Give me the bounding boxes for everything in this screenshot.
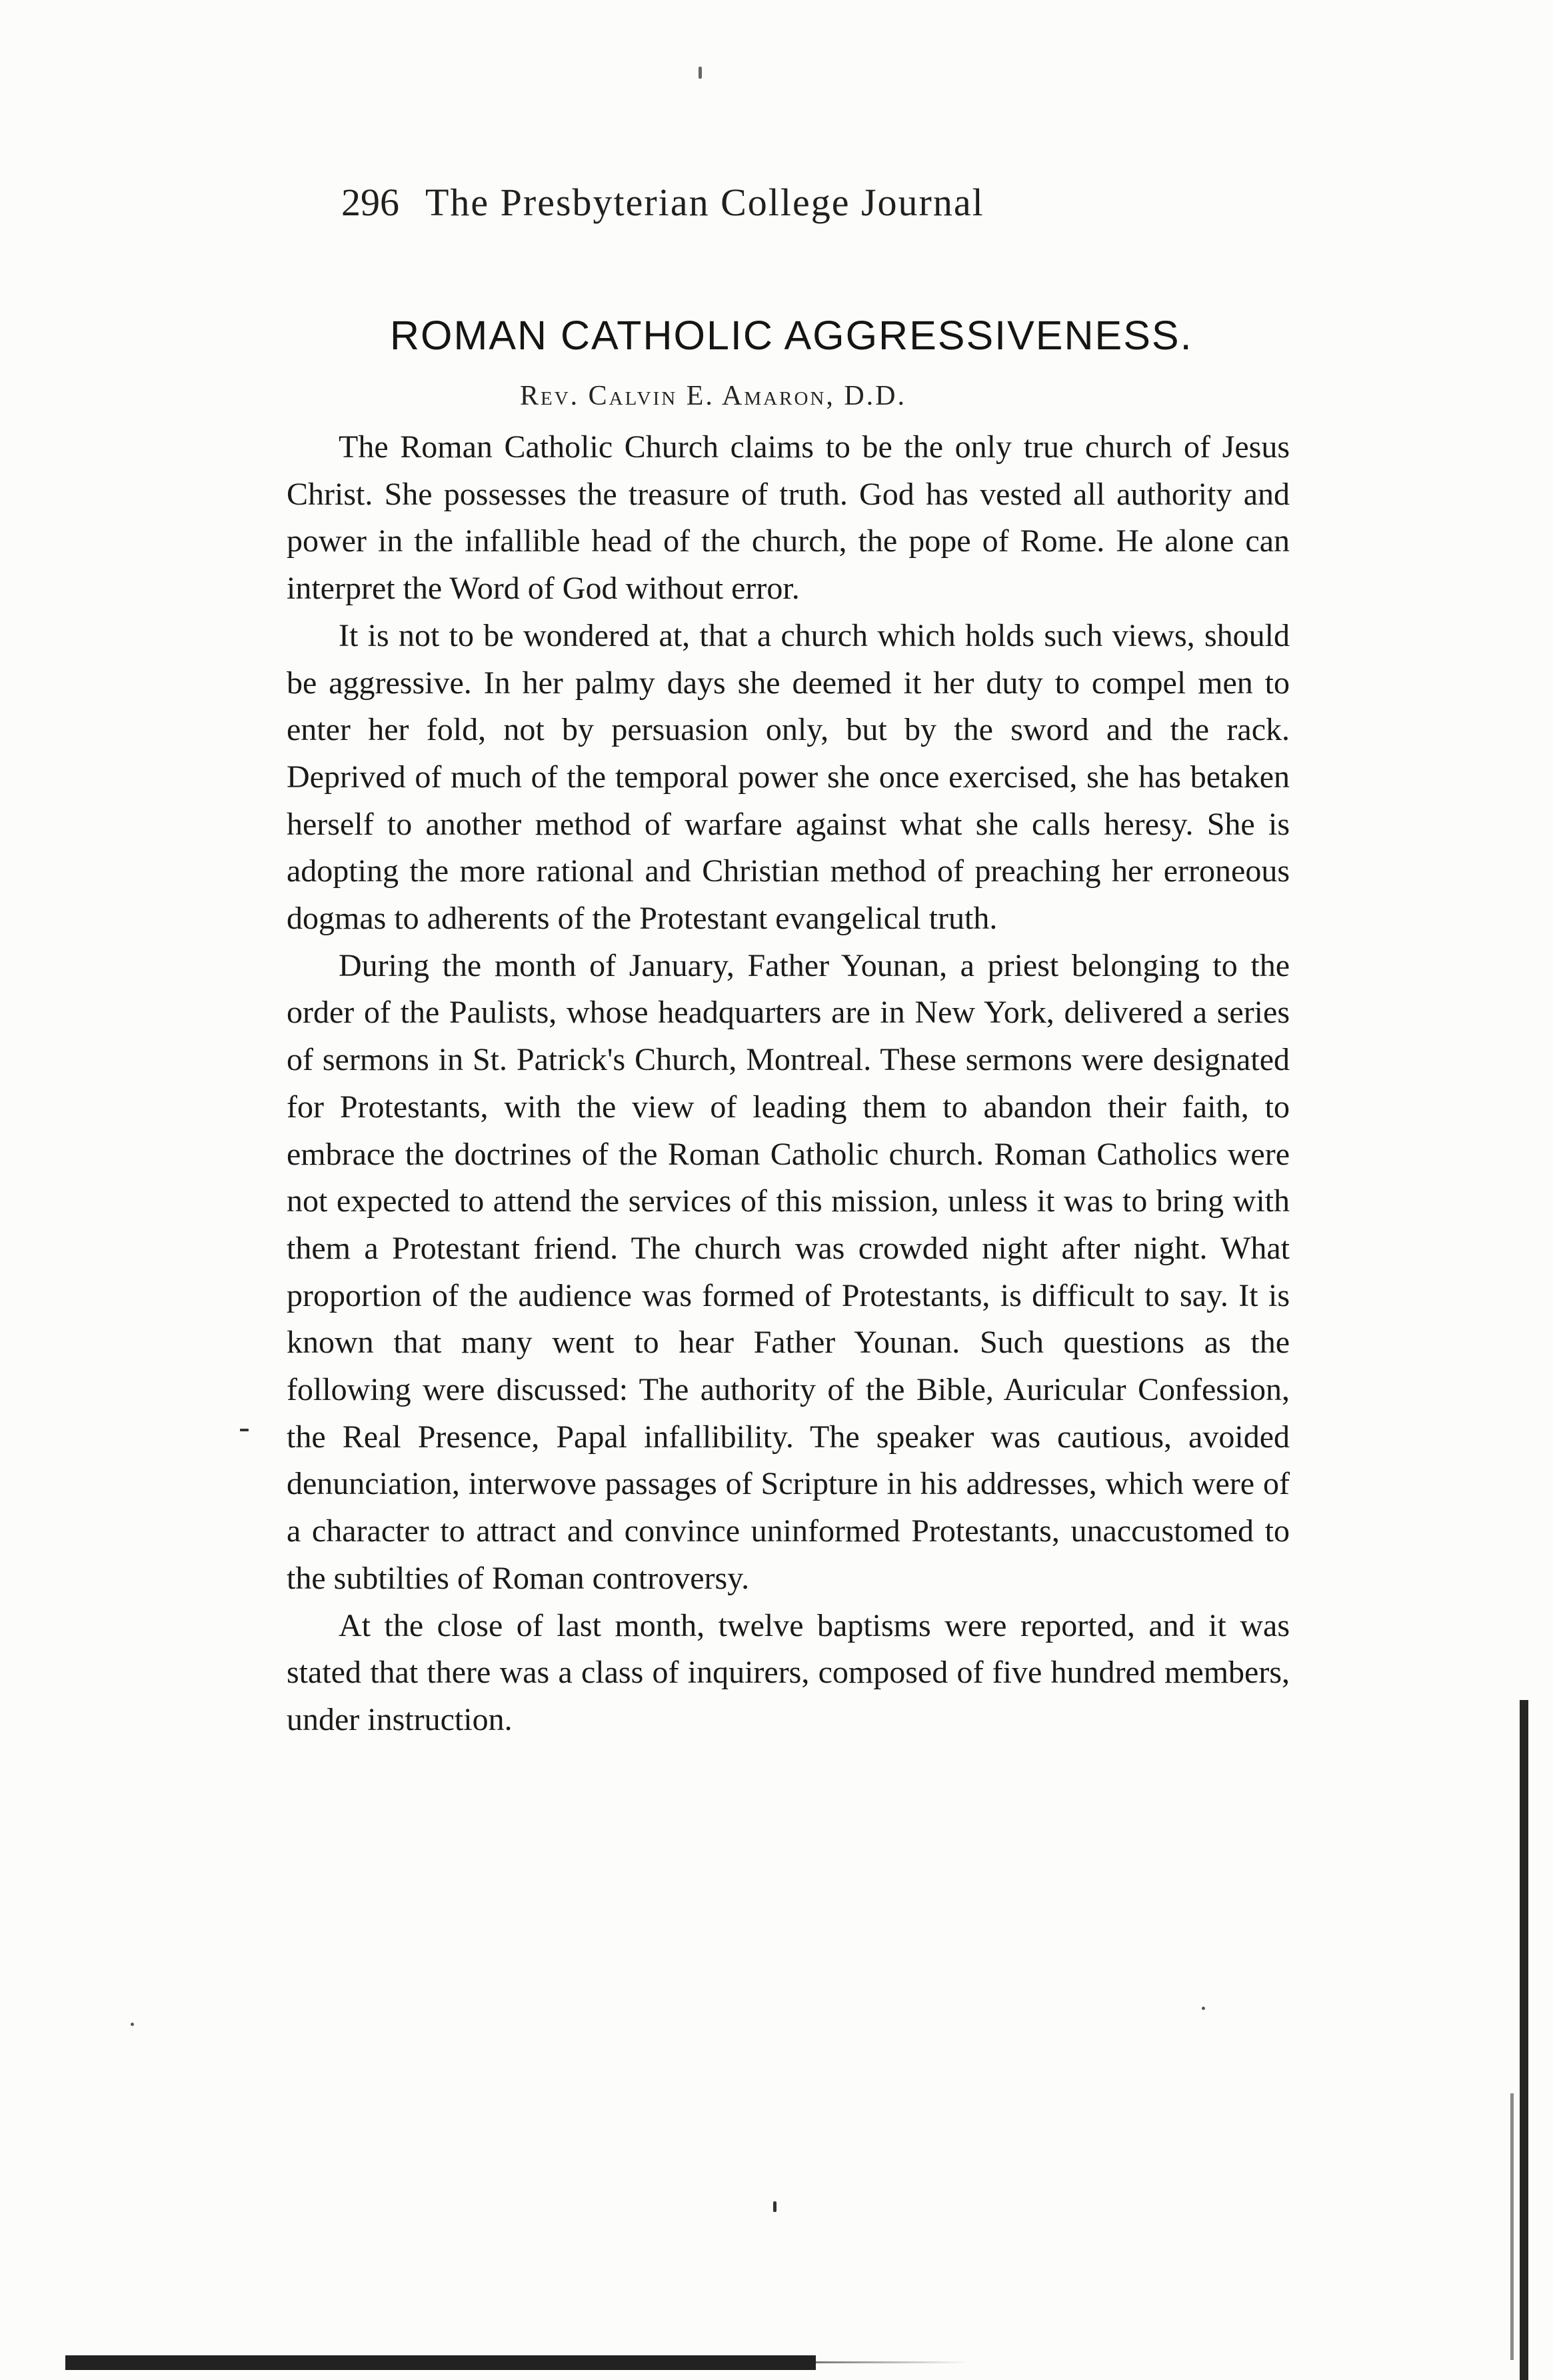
author-byline: Rev. Calvin E. Amaron, D.D. — [520, 381, 907, 411]
running-header — [341, 180, 1408, 240]
page-number: 296 — [341, 181, 399, 224]
scan-speck-margin — [240, 1429, 249, 1431]
article-paragraph-2: It is not to be wondered at, that a church which holds such views, should be aggressive. In her palmy days she deemed it her duty to compel men to enter her fold, not by persuasion only, but by the sword and the rack. Deprived of much of the temporal power she once exercised, she has betaken herself to another method of warfare against what she calls heresy. She is adopting the more rational and Christian method of preaching her erroneous dogmas to adherents of the Protestant evangelical truth. — [287, 617, 1290, 937]
article-body — [287, 424, 1290, 1744]
scan-speck-top — [699, 67, 702, 79]
article-paragraph-1: The Roman Catholic Church claims to be the only true church of Jesus Christ. She possesses the treasure of truth. God has vested all authority and power in the infallible head of the church, the pope of Rome. He alone can interpret the Word of God without error. — [287, 429, 1290, 607]
scan-bottom-edge — [65, 2355, 816, 2370]
scan-right-shadow — [1510, 2093, 1514, 2360]
scan-right-edge — [1520, 1700, 1528, 2380]
scan-speck-left — [131, 2023, 134, 2026]
article-paragraph-4: At the close of last month, twelve baptisms were reported, and it was stated that there was a class of inquirers, composed of five hundred members, under instruction. — [287, 1607, 1290, 1737]
scan-bottom-edge-fade — [816, 2361, 969, 2363]
scan-speck-bottom — [773, 2201, 776, 2212]
article-paragraph-3: During the month of January, Father Younan, a priest belonging to the order of the Paulists, whose headquarters are in New York, delivered a series of sermons in St. Patrick's Church, Montreal. These sermons were designated for Protestants, with the view of leading them to abandon their faith, to embrace the doctrines of the Roman Catholic church. Roman Catholics were not expected to attend the services of this mission, unless it was to bring with them a Protestant friend. The church was crowded night after night. What proportion of the audience was formed of Protestants, is difficult to say. It is known that many went to hear Father Younan. Such questions as the following were discussed: The authority of the Bible, Auricular Confession, the Real Presence, Papal infallibility. The speaker was cautious, avoided denunciation, interwove passages of Scripture in his addresses, which were of a character to attract and convince uninformed Protestants, unaccustomed to the subtilties of Roman controversy. — [287, 947, 1290, 1596]
article-title: ROMAN CATHOLIC AGGRESSIVENESS. — [390, 313, 1193, 358]
journal-title: The Presbyterian College Journal — [425, 181, 984, 224]
scan-speck-right — [1202, 2007, 1205, 2010]
